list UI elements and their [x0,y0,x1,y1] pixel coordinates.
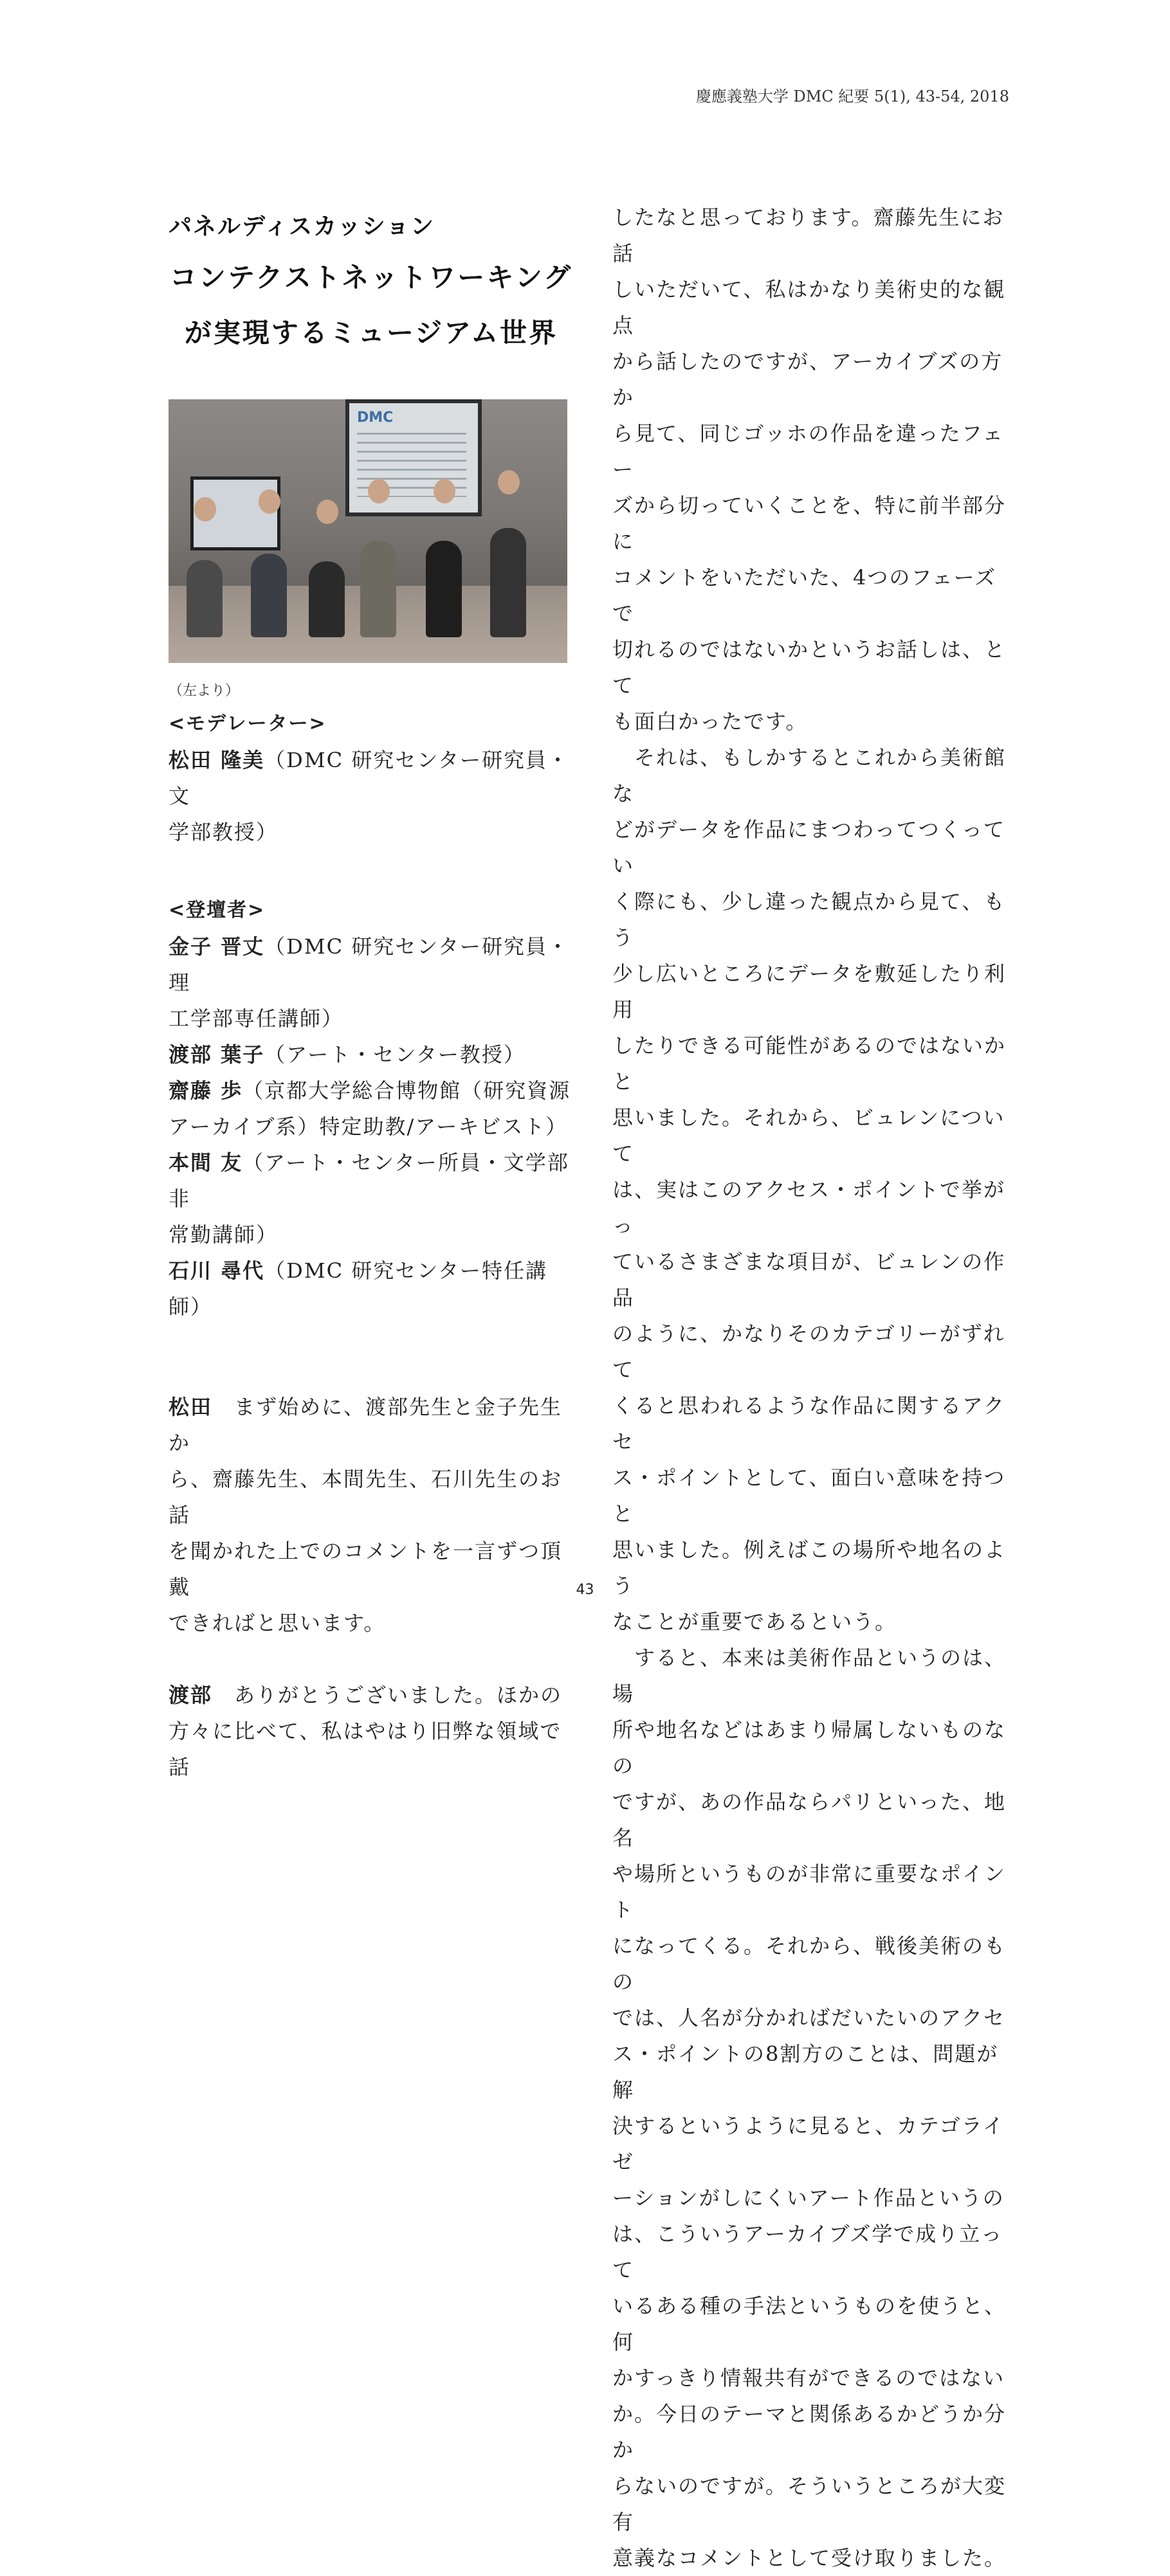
panelist-figure [360,541,396,637]
panelist-name: 渡部 葉子 [169,1042,265,1067]
panelist-entry [169,1073,574,1145]
speaker-name: 渡部 [169,1683,213,1707]
body-line: のように、かなりそのカテゴリーがずれて [612,1321,1005,1382]
body-line: したなと思っております。齋藤先生にお話 [612,205,1005,266]
panelist-figure [251,554,287,637]
panelist-head [259,489,280,514]
photo-caption: （左より） [169,683,240,699]
title-block [169,208,574,361]
moderator-name: 松田 隆美 [169,748,265,772]
body-line: は、こういうアーカイブズ学で成り立って [612,2222,1003,2282]
dialogue-line: を聞かれた上でのコメントを一言ずつ頂戴 [169,1539,563,1599]
panelist-entry [169,1037,574,1073]
body-line: ズから切っていくことを、特に前半部分に [612,493,1007,554]
title-main [169,250,574,361]
body-line: なことが重要であるという。 [612,1610,897,1634]
moderator-entry [169,742,574,850]
right-column [612,199,1018,2576]
panelist-entry [169,1145,574,1253]
dialogue-line: 方々に比べて、私はやはり旧弊な領域で話 [169,1719,562,1779]
panelist-role-line-1: （DMC 研究センター研究員・理 [169,934,569,995]
panel-photo [169,399,567,663]
panelist-role-line-2: 常勤講師） [169,1222,279,1247]
panelist-head [194,497,216,522]
body-line: すると、本来は美術作品というのは、場 [612,1646,1007,1706]
panelist-name: 金子 晋丈 [169,934,265,959]
body-line: ス・ポイントの8割方のことは、問題が解 [612,2042,999,2102]
title-subtitle: パネルディスカッション [169,213,435,240]
panelist-role-line-1: （京都大学総合博物館（研究資源 [242,1078,571,1103]
body-line: ですが、あの作品ならパリといった、地名 [612,1790,1007,1850]
dialogue-turn [169,1389,574,1641]
body-line: く際にも、少し違った観点から見て、もう [612,889,1006,950]
body-line: も面白かったです。 [612,709,808,734]
panelist-role-line-2: 工学部専任講師） [169,1006,344,1031]
panelist-figure [490,528,526,637]
body-line: や場所というものが非常に重要なポイント [612,1862,1007,1922]
moderator-role-line-2: 学部教授） [169,820,279,844]
panelist-figure [309,561,345,637]
body-line: したりできる可能性があるのではないかと [612,1033,1007,1094]
body-line: ているさまざまな項目が、ビュレンの作品 [612,1249,1006,1310]
panelist-entry [169,929,574,1037]
body-line: くると思われるような作品に関するアクセ [612,1393,1006,1454]
page-number: 43 [576,1582,594,1598]
journal-header: 慶應義塾大学 DMC 紀要 5(1), 43-54, 2018 [695,87,1009,105]
body-line: になってくる。それから、戦後美術のもの [612,1934,1007,1994]
body-line: しいただいて、私はかなり美術史的な観点 [612,277,1006,338]
body-line: それは、もしかするとこれから美術館な [612,745,1007,806]
body-line: 決するというように見ると、カテゴライゼ [612,2114,1005,2174]
body-line: どがデータを作品にまつわってつくってい [612,817,1006,878]
body-line: 所や地名などはあまり帰属しないものなの [612,1718,1007,1778]
left-column [169,199,574,1785]
participant-list [169,706,574,1785]
title-line-1: コンテクストネットワーキング [169,262,573,293]
dialogue-line: まず始めに、渡部先生と金子先生か [169,1395,563,1455]
body-line: コメントをいただいた、4つのフェーズで [612,565,997,626]
panelist-head [316,500,338,524]
dialogue-turn [169,1677,574,1785]
projection-screen [345,399,482,516]
panelist-role-line-1: （アート・センター教授） [264,1042,526,1067]
panelist-figure [426,541,462,637]
body-line: ら見て、同じゴッホの作品を違ったフェー [612,421,1005,482]
panelist-head [498,470,520,494]
body-line: 意義なコメントとして受け取りました。 [612,2546,1007,2570]
panelist-name: 齋藤 歩 [169,1078,243,1103]
body-line: ス・ポイントとして、面白い意味を持つと [612,1465,1006,1526]
body-line: か。今日のテーマと関係あるかどうか分か [612,2402,1007,2462]
body-line: では、人名が分かればだいたいのアクセ [612,2006,1006,2030]
panelist-entry [169,1253,574,1325]
dialogue-line: ありがとうございました。ほかの [234,1683,563,1707]
body-line: いるある種の手法というものを使うと、何 [612,2294,1007,2354]
panelist-role-line-1: （アート・センター所員・文学部非 [169,1150,569,1211]
panelist-figure [187,560,223,637]
panelist-role-line-1: （DMC 研究センター特任講師） [169,1258,547,1319]
body-line: 切れるのではないかというお話しは、とて [612,637,1007,698]
panelist-head [368,479,390,503]
dialogue-line: ら、齋藤先生、本間先生、石川先生のお話 [169,1467,563,1527]
panelists-heading: <登壇者> [169,899,266,921]
dialogue-line: できればと思います。 [169,1611,386,1635]
body-line: から話したのですが、アーカイブズの方か [612,349,1003,410]
panelist-head [434,479,455,503]
moderator-role-line-1: （DMC 研究センター研究員・文 [169,748,569,808]
speaker-name: 松田 [169,1395,213,1419]
title-line-2: が実現するミュージアム世界 [184,317,558,349]
panelist-name: 本間 友 [169,1150,243,1175]
body-line: らないのですが。そういうところが大変有 [612,2474,1007,2534]
body-line: 思いました。例えばこの場所や地名のよう [612,1537,1007,1598]
moderator-heading: <モデレーター> [169,712,327,735]
body-line: 少し広いところにデータを敷延したり利用 [612,961,1007,1022]
spacer [169,850,574,886]
body-line: ーションがしにくいアート作品というの [612,2186,1005,2210]
body-line: かすっきり情報共有ができるのではない [612,2366,1005,2390]
spacer [169,1641,574,1677]
spacer [169,1325,574,1389]
panelist-role-line-2: アーカイブ系）特定助教/アーキビスト） [169,1114,568,1139]
body-line: 思いました。それから、ビュレンについて [612,1105,1005,1166]
body-line: は、実はこのアクセス・ポイントで挙がっ [612,1177,1006,1238]
screen-logo: DMC [357,410,394,426]
panelist-name: 石川 尋代 [169,1258,265,1283]
